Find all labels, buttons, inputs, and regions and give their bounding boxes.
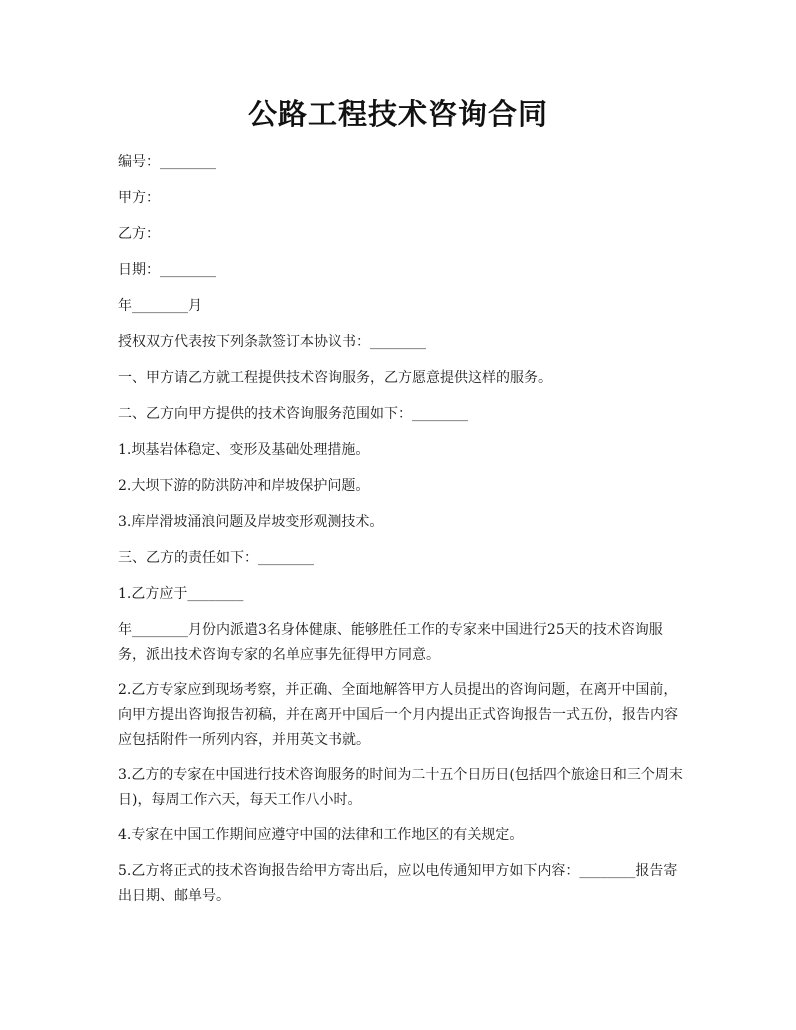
duty-item-5: 5.乙方将正式的技术咨询报告给甲方寄出后，应以电传通知甲方如下内容：________报告寄出日期、邮单号。 bbox=[118, 863, 678, 904]
scope-item-1: 1.坝基岩体稳定、变形及基础处理措施。 bbox=[118, 442, 370, 458]
scope-item-3: 3.库岸滑坡涌浪问题及岸坡变形观测技术。 bbox=[118, 514, 384, 530]
document-body bbox=[118, 150, 683, 920]
document-title: 公路工程技术咨询合同 bbox=[247, 97, 548, 131]
authorization-clause: 授权双方代表按下列条款签订本协议书：________ bbox=[118, 334, 426, 350]
duty-item-1: 1.乙方应于________ bbox=[118, 586, 244, 602]
section-three: 三、乙方的责任如下：________ bbox=[118, 550, 314, 566]
scope-item-2: 2.大坝下游的防洪防冲和岸坡保护问题。 bbox=[118, 478, 370, 494]
contract-date: 日期：________ bbox=[118, 262, 216, 278]
section-one: 一、甲方请乙方就工程提供技术咨询服务，乙方愿意提供这样的服务。 bbox=[118, 370, 552, 386]
year-month-line: 年________月 bbox=[118, 298, 202, 314]
section-two: 二、乙方向甲方提供的技术咨询服务范围如下：________ bbox=[118, 406, 468, 422]
duty-item-4: 4.专家在中国工作期间应遵守中国的法律和工作地区的有关规定。 bbox=[118, 827, 524, 843]
duty-item-1-continued: 年________月份内派遣3名身体健康、能够胜任工作的专家来中国进行25天的技术咨询服务，派出技术咨询专家的名单应事先征得甲方同意。 bbox=[118, 622, 663, 663]
duty-item-2: 2.乙方专家应到现场考察，并正确、全面地解答甲方人员提出的咨询问题，在离开中国前，向甲方提出咨询报告初稿，并在离开中国后一个月内提出正式咨询报告一式五份，报告内容应包括附件一所列内容，并用英文书就。 bbox=[118, 682, 678, 748]
party-b: 乙方： bbox=[118, 226, 160, 242]
contract-number: 编号：________ bbox=[118, 154, 216, 170]
party-a: 甲方： bbox=[118, 190, 160, 206]
duty-item-3: 3.乙方的专家在中国进行技术咨询服务的时间为二十五个日历日(包括四个旅途日和三个周末日)，每周工作六天，每天工作八小时。 bbox=[118, 767, 683, 808]
